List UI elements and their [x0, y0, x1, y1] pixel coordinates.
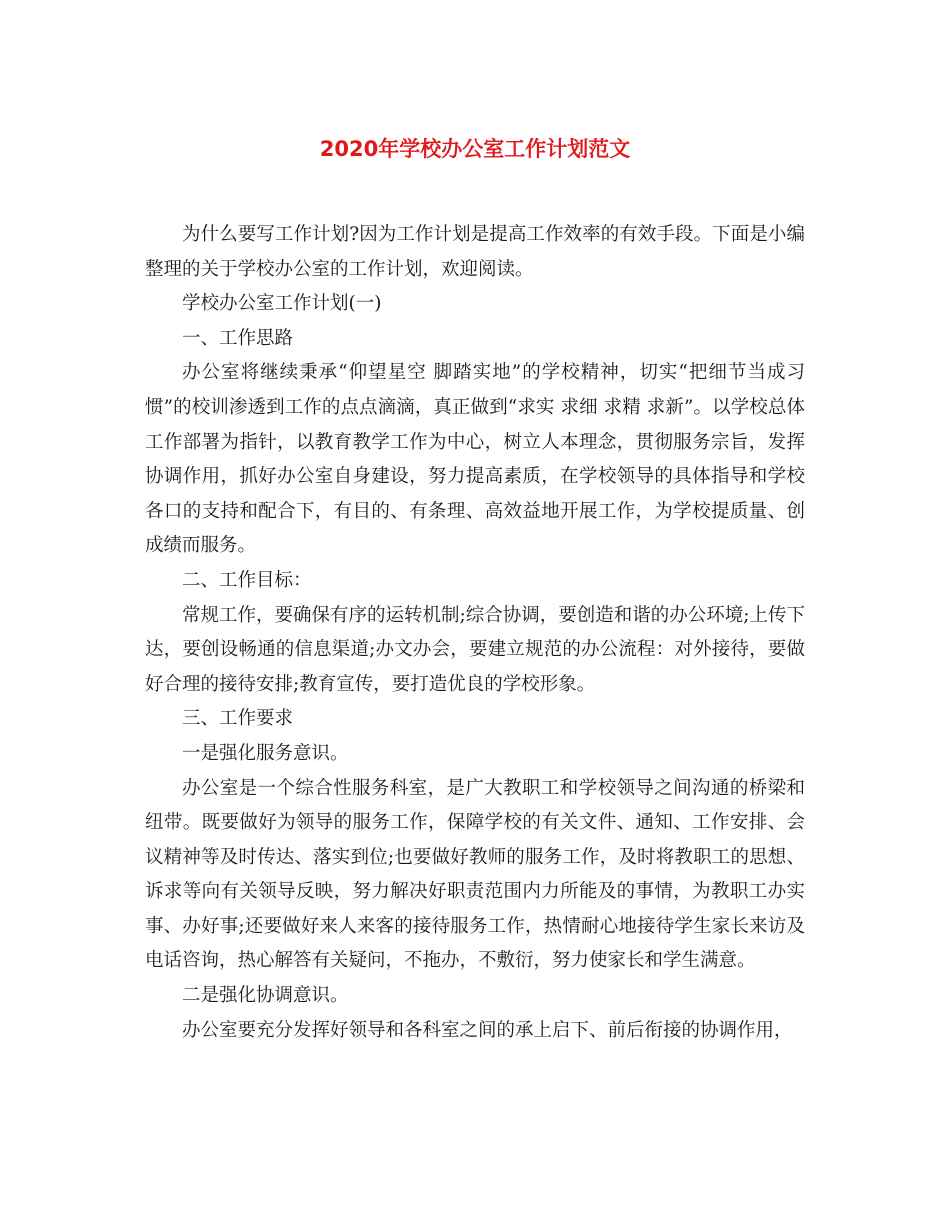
paragraph-intro: 为什么要写工作计划?因为工作计划是提高工作效率的有效手段。下面是小编整理的关于学校办公室的工作计划，欢迎阅读。 — [145, 224, 805, 280]
paragraph-work-goals: 常规工作，要确保有序的运转机制;综合协调，要创造和谐的办公环境;上传下达，要创设畅通的信息渠道;办文办会，要建立规范的办公流程：对外接待，要做好合理的接待安排;教育宣传，要打造优良的学校形象。 — [145, 604, 805, 695]
paragraph-service-awareness: 办公室是一个综合性服务科室，是广大教职工和学校领导之间沟通的桥梁和纽带。既要做好为领导的服务工作，保障学校的有关文件、通知、工作安排、会议精神等及时传达、落实到位;也要做好教师的服务工作，及时将教职工的思想、诉求等向有关领导反映，努力解决好职责范围内力所能及的事情，为教职工办实事、办好事;还要做好来人来客的接待服务工作，热情耐心地接待学生家长来访及电话咨询，热心解答有关疑问，不拖办，不敷衍，努力使家长和学生满意。 — [145, 777, 805, 972]
section-heading-plan-1: 学校办公室工作计划(一) — [182, 293, 382, 315]
paragraph-coordination-awareness: 办公室要充分发挥好领导和各科室之间的承上启下、前后衔接的协调作用， — [182, 1019, 793, 1041]
document-title: 2020年学校办公室工作计划范文 — [319, 137, 631, 161]
paragraph-work-approach: 办公室将继续秉承“仰望星空 脚踏实地”的学校精神，切实“把细节当成习惯”的校训渗透到工作的点点滴滴，真正做到“求实 求细 求精 求新”。以学校总体工作部署为指针，以教育教学工作为中心，树立人本理念，贯彻服务宗旨，发挥协调作用，抓好办公室自身建设，努力提高素质，在学校领导的具体指导和学校各口的支持和配合下，有目的、有条理、高效益地开展工作，为学校提质量、创成绩而服务。 — [145, 362, 805, 557]
heading-work-approach: 一、工作思路 — [182, 327, 294, 349]
heading-work-goals: 二、工作目标： — [182, 569, 312, 591]
document-body — [145, 218, 805, 1048]
heading-work-requirements: 三、工作要求 — [182, 708, 294, 730]
subheading-service-awareness: 一是强化服务意识。 — [182, 742, 349, 764]
subheading-coordination-awareness: 二是强化协调意识。 — [182, 985, 349, 1007]
